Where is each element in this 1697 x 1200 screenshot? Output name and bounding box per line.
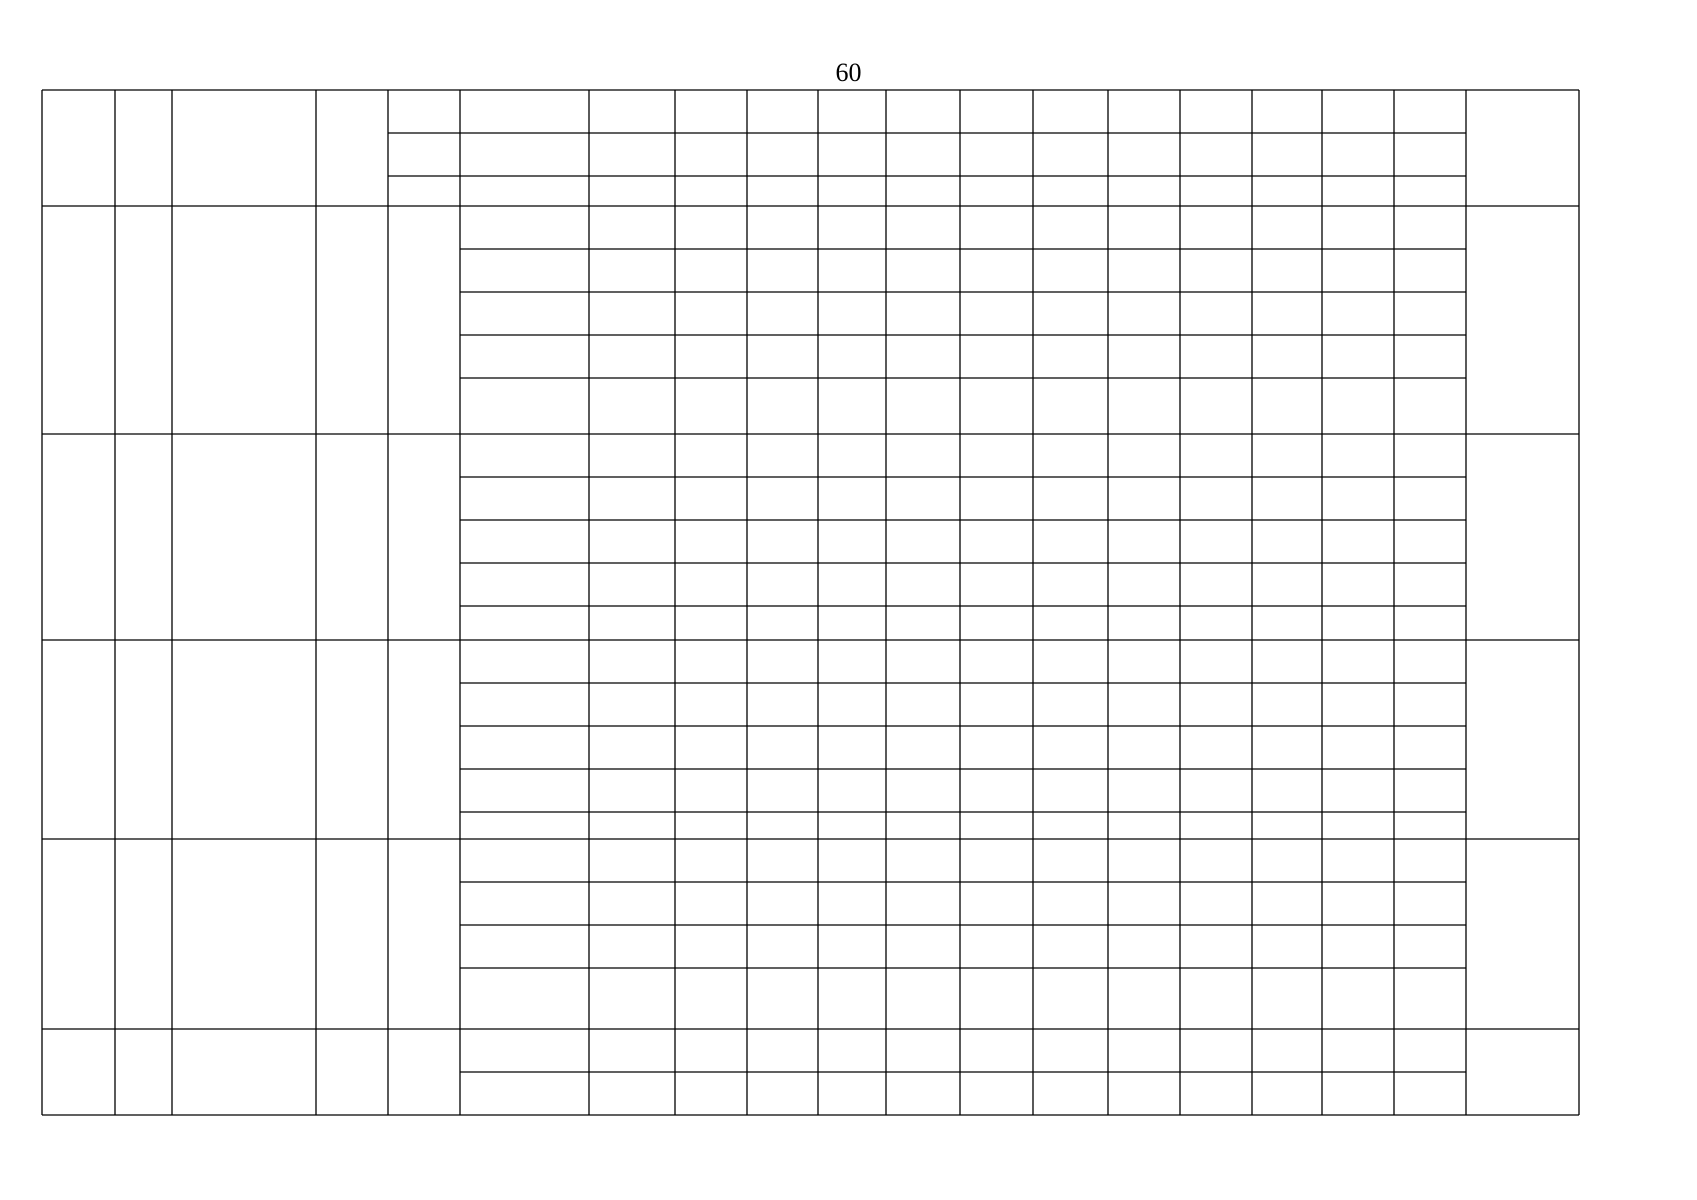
page-number: 60 — [835, 58, 862, 87]
